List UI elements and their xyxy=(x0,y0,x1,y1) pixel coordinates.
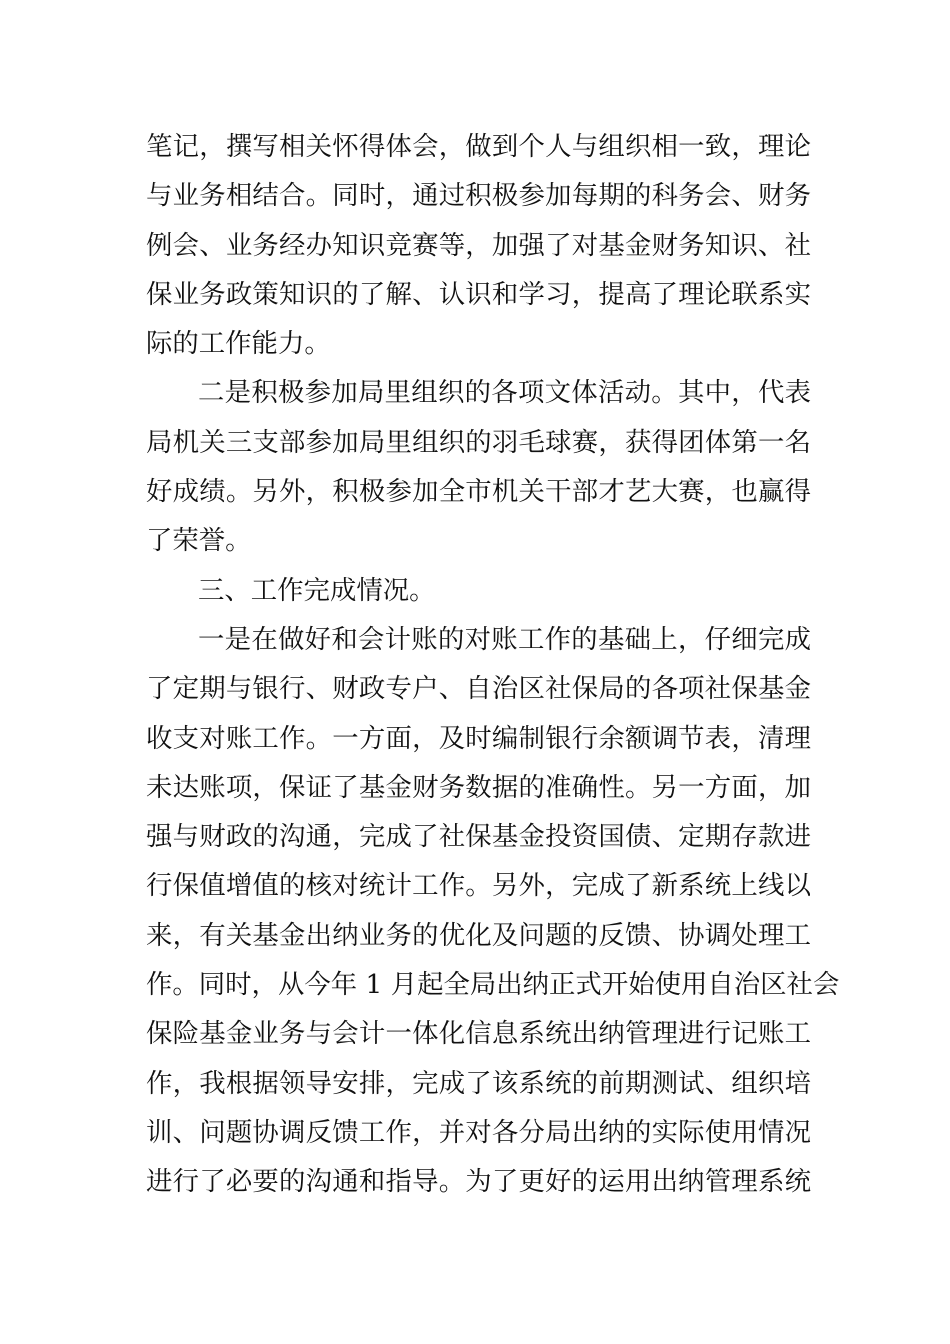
text-line: 了荣誉。 xyxy=(146,525,252,557)
text-line: 笔记，撰写相关怀得体会，做到个人与组织相一致，理论 xyxy=(146,131,811,162)
text-line: 收支对账工作。一方面，及时编制银行余额调节表，清理 xyxy=(146,722,811,754)
text-line: 例会、业务经办知识竞赛等，加强了对基金财务知识、社 xyxy=(146,229,811,261)
body-text xyxy=(146,122,840,1207)
text-line: 了定期与银行、财政专户、自治区社保局的各项社保基金 xyxy=(146,673,811,705)
text-line: 训、问题协调反馈工作，并对各分局出纳的实际使用情况 xyxy=(146,1116,811,1148)
text-line: 强与财政的沟通，完成了社保基金投资国债、定期存款进 xyxy=(146,821,811,853)
text-line: 未达账项，保证了基金财务数据的准确性。另一方面，加 xyxy=(146,771,811,803)
text-line: 局机关三支部参加局里组织的羽毛球赛，获得团体第一名 xyxy=(146,426,811,458)
paragraph-first-line: 一是在做好和会计账的对账工作的基础上，仔细完成 xyxy=(198,623,811,655)
text-line: 进行了必要的沟通和指导。为了更好的运用出纳管理系统 xyxy=(146,1166,811,1198)
section-heading: 三、工作完成情况。 xyxy=(198,574,436,606)
text-line: 好成绩。另外，积极参加全市机关干部才艺大赛，也赢得 xyxy=(146,476,811,508)
text-line: 际的工作能力。 xyxy=(146,328,331,360)
text-line: 作。同时，从今年 1 月起全局出纳正式开始使用自治区社会 xyxy=(146,969,840,1001)
text-line: 保险基金业务与会计一体化信息系统出纳管理进行记账工 xyxy=(146,1018,811,1050)
text-line: 保业务政策知识的了解、认识和学习，提高了理论联系实 xyxy=(146,278,811,310)
text-line: 与业务相结合。同时，通过积极参加每期的科务会、财务 xyxy=(146,180,811,212)
text-line: 来，有关基金出纳业务的优化及问题的反馈、协调处理工 xyxy=(146,919,811,951)
paragraph-first-line: 二是积极参加局里组织的各项文体活动。其中，代表 xyxy=(198,377,811,409)
text-line: 行保值增值的核对统计工作。另外，完成了新系统上线以 xyxy=(146,870,811,902)
text-line: 作，我根据领导安排，完成了该系统的前期测试、组织培 xyxy=(146,1067,811,1099)
